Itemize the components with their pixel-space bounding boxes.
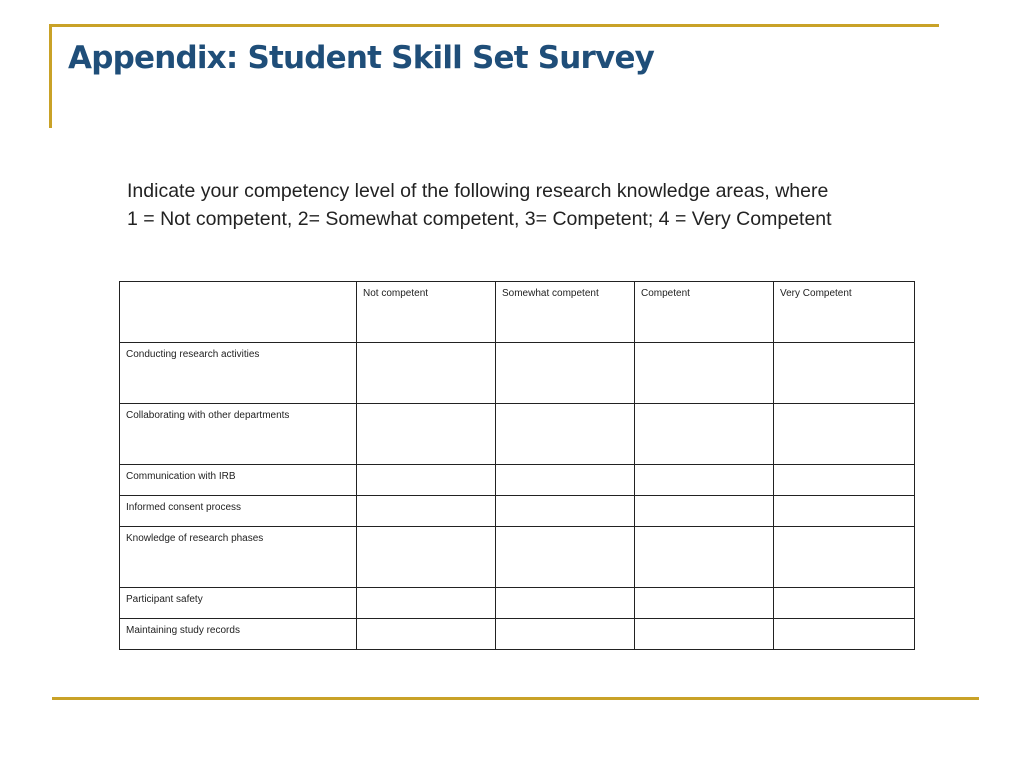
rating-cell-somewhat-competent[interactable] [496,588,635,619]
table-row [120,343,915,404]
header-very-competent: Very Competent [774,282,915,343]
row-label: Conducting research activities [120,343,357,404]
instruction-line-1: Indicate your competency level of the following research knowledge areas, where [127,180,829,202]
rating-cell-competent[interactable] [635,527,774,588]
skill-survey-table [119,281,915,650]
rating-cell-competent[interactable] [635,496,774,527]
rating-cell-not-competent[interactable] [357,588,496,619]
slide-title: Appendix: Student Skill Set Survey [68,40,655,76]
survey-instructions [127,177,927,233]
rating-cell-competent[interactable] [635,588,774,619]
rating-cell-not-competent[interactable] [357,619,496,650]
rating-cell-not-competent[interactable] [357,343,496,404]
rating-cell-somewhat-competent[interactable] [496,496,635,527]
rating-cell-very-competent[interactable] [774,404,915,465]
rating-cell-competent[interactable] [635,343,774,404]
rating-cell-not-competent[interactable] [357,527,496,588]
rating-cell-somewhat-competent[interactable] [496,404,635,465]
bottom-accent-line [52,697,979,700]
table-row [120,465,915,496]
table-row [120,619,915,650]
table-row [120,527,915,588]
table-row [120,404,915,465]
row-label: Participant safety [120,588,357,619]
rating-cell-somewhat-competent[interactable] [496,465,635,496]
table-header-row [120,282,915,343]
header-somewhat-competent: Somewhat competent [496,282,635,343]
rating-cell-very-competent[interactable] [774,465,915,496]
header-cell-empty [120,282,357,343]
rating-cell-competent[interactable] [635,465,774,496]
rating-cell-very-competent[interactable] [774,343,915,404]
header-not-competent: Not competent [357,282,496,343]
header-competent: Competent [635,282,774,343]
left-accent-line [49,24,52,128]
rating-cell-competent[interactable] [635,404,774,465]
rating-cell-very-competent[interactable] [774,588,915,619]
rating-cell-not-competent[interactable] [357,496,496,527]
rating-cell-not-competent[interactable] [357,465,496,496]
table-row [120,496,915,527]
rating-cell-somewhat-competent[interactable] [496,343,635,404]
row-label: Maintaining study records [120,619,357,650]
rating-cell-very-competent[interactable] [774,496,915,527]
row-label: Knowledge of research phases [120,527,357,588]
instruction-line-2: 1 = Not competent, 2= Somewhat competent, 3= Competent; 4 = Very Competent [127,208,832,230]
rating-cell-very-competent[interactable] [774,527,915,588]
row-label: Informed consent process [120,496,357,527]
rating-cell-somewhat-competent[interactable] [496,527,635,588]
row-label: Communication with IRB [120,465,357,496]
rating-cell-not-competent[interactable] [357,404,496,465]
table-row [120,588,915,619]
rating-cell-competent[interactable] [635,619,774,650]
rating-cell-very-competent[interactable] [774,619,915,650]
top-accent-line [50,24,939,27]
row-label: Collaborating with other departments [120,404,357,465]
rating-cell-somewhat-competent[interactable] [496,619,635,650]
